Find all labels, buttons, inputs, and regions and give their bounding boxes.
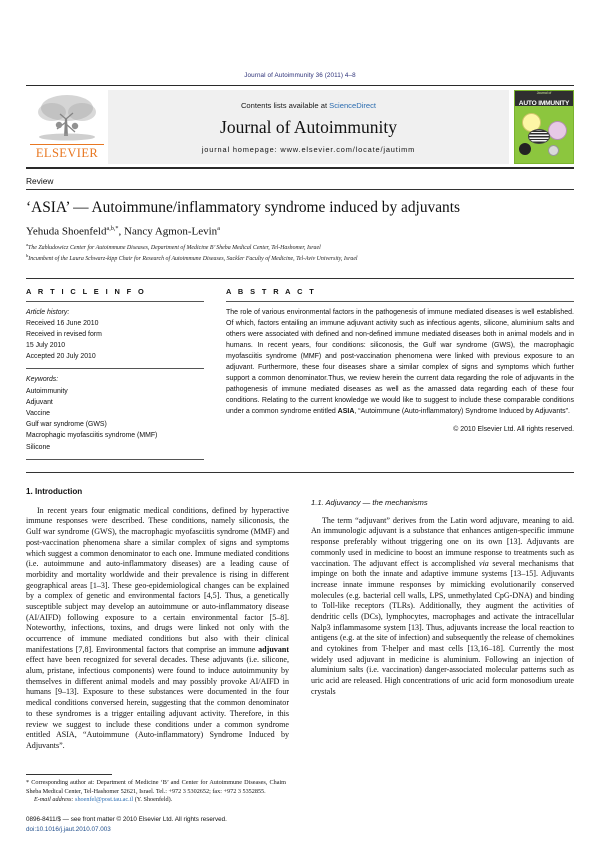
imprint-block [26, 815, 286, 834]
footnote-zone [26, 774, 286, 834]
affiliation-list [26, 242, 574, 264]
article-info-heading: A R T I C L E I N F O [26, 286, 147, 296]
article-info-abstract-block [26, 278, 574, 465]
cover-brand-text: AUTO IMMUNITY [518, 99, 570, 107]
corresponding-author-note [26, 779, 286, 797]
journal-homepage-link[interactable]: journal homepage: www.elsevier.com/locate/jautimm [201, 144, 416, 154]
journal-masthead [26, 85, 574, 169]
keyword-item: Vaccine [26, 410, 51, 418]
abstract-column [226, 287, 574, 465]
keyword-item: Macrophagic myofasciitis syndrome (MMF) [26, 432, 158, 440]
adjuvancy-italic-via: via [479, 558, 489, 568]
journal-title: Journal of Autoimmunity [220, 116, 397, 137]
author-1-affil-marker: a,b,* [106, 225, 119, 233]
article-history-label: Article history: [26, 308, 70, 316]
page-title: ‘ASIA’ — Autoimmune/inflammatory syndrome induced by adjuvants [26, 198, 461, 216]
keyword-item: Adjuvant [26, 398, 53, 406]
corresponding-author-text: * Corresponding author at: Department of Medicine ‘B’ and Center for Autoimmune Diseases, Chaim Sheba Medical Center, Tel-Hashomer 52621, Israel. Tel.: +972 3 5302652; fax: +972 3 5352855. [26, 778, 286, 795]
cover-striped-cell-icon [528, 129, 550, 144]
issn-line: 0896-8411/$ — see front matter © 2010 Elsevier Ltd. All rights reserved. [26, 816, 227, 824]
article-history [26, 307, 204, 363]
elsevier-wordmark: ELSEVIER [30, 144, 104, 161]
footnote-rule [26, 774, 112, 775]
elsevier-tree-icon [32, 92, 102, 142]
email-note [26, 796, 286, 805]
abstract-part-1: The role of various environmental factors in the pathogenesis of immune mediated diseases is well established. Of which, factors entailing an immune adjuvant activity such as infectious agents, silicone, aluminium salts and others were associated with defined and non-defined immune mediated diseases both in animal models and in humans. In recent years, four conditions: siliconosis, the Gulf war syndrome (GWS), the macrophagic myofasciitis syndrome (MMF) and post-vaccination phenomena were linked with previous exposure to an adjuvant. Furthermore, these four diseases share a similar complex of signs and symptoms which further support a common denominator.Thus, we review herein the current data regarding the role of adjuvants in the pathogenesis of immune mediated diseases as well as the amassed data regarding each of these four conditions. Relating to the current knowledge we would like to suggest to include these comparable conditions under a common syndrome entitled [226, 308, 574, 415]
intro-paragraph-part-1 [26, 506, 289, 752]
abstract-acronym: ASIA [337, 407, 355, 415]
heading-adjuvancy: 1.1. Adjuvancy — the mechanisms [311, 497, 428, 507]
article-history-item: Received in revised form [26, 330, 102, 338]
author-2-affil-marker: a [217, 225, 220, 233]
abstract-copyright: © 2010 Elsevier Ltd. All rights reserved. [453, 425, 574, 433]
body-columns [26, 487, 574, 752]
article-history-item: Accepted 20 July 2010 [26, 353, 96, 361]
sciencedirect-link[interactable]: ScienceDirect [329, 100, 377, 110]
adjuvancy-text-a: The term “adjuvant” derives from the Latin word adjuvare, meaning to aid. An immunologic adjuvant is a substance that enhances antigen-specific immune response preferably without triggering one on its own [13]. Adjuvants are commonly used in medicine to boost an immune response to treatments such as vaccination. The adjuvant effect is accomplished [311, 515, 574, 568]
abstract-text [226, 307, 574, 417]
affiliation-a-text: The Zabludowicz Center for Autoimmune Diseases, Department of Medicine B’ Sheba Medical Center, Tel-Hashomer, Israel [28, 244, 321, 251]
keywords-rule-top [26, 368, 204, 369]
author-list [26, 225, 574, 238]
email-suffix: (Y. Shoenfeld). [133, 796, 173, 804]
body-column-left [26, 487, 289, 752]
affiliation-b-marker: b [26, 252, 29, 258]
affiliation-a [26, 242, 574, 253]
heading-introduction: 1. Introduction [26, 486, 83, 496]
article-info-column [26, 287, 204, 465]
email-address-link[interactable]: shoenfel@post.tau.ac.il [75, 796, 134, 804]
author-1: Yehuda Shoenfeld [26, 225, 107, 238]
contents-prefix: Contents lists available at [240, 100, 330, 110]
keywords-block [26, 374, 204, 452]
abstract-bottom-divider [26, 472, 574, 473]
masthead-center [108, 90, 509, 164]
running-head: Journal of Autoimmunity 36 (2011) 4–8 [244, 72, 356, 79]
intro-bold-adjuvant: adjuvant [258, 644, 289, 654]
doi-link[interactable]: doi:10.1016/j.jaut.2010.07.003 [26, 825, 111, 833]
journal-cover-thumbnail [514, 90, 574, 164]
author-2: , Nancy Agmon-Levin [118, 225, 218, 238]
intro-text-b: effect have been recognized for several decades. These adjuvants (i.e. silicone, alum, pristane, infectious components) were found to induce autoimmunity by themselves in different animal models and may possibly provoke AI/AIFD in humans [9–13]. Exposure to these substances were documented in the four medical conditions conversed herein, suggesting that the common denominator to these syndromes is a trigger entailing adjuvant activity. Therefore, in this review we suggest to include these conditions under a common syndrome entitled ASIA, “Autoimmune (Auto-inflammatory) Syndrome Induced by Adjuvants”. [26, 655, 289, 750]
intro-text-a: In recent years four enigmatic medical conditions, defined by hyperactive immune responses were described. These conditions, namely siliconosis, the Gulf war syndrome (GWS), the macrophagic myofasciitis syndrome (MMF) and post-vaccination phenomena share a similar complex of signs and symptoms which suggest a common denominator to each one. Immune mediated conditions (i.e. autoimmune and auto-inflammatory diseases) are a leading cause of morbidity and mortality worldwide and their prevalence is rising in different geographical areas [1–3]. These geo-epidemiological changes can be explained by a complex of genetic and environmental factors [4,5]. Thus, a genetically susceptible subject may develop an autoimmune or auto-inflammatory disease (AI/AIFD) following exposure to a certain environmental factor [5–8]. Noteworthy, infections, toxins, and drugs were linked not only with the occurrence of immune mediated conditions but also with their clinical manifestations [7,8]. Environmental factors that comprise an immune [26, 505, 289, 654]
adjuvancy-text-b: several mechanisms that impinge on both the innate and adaptive immune systems [13–15]. Adjuvants increase innate immune responses by mimicking evolutionarily conserved molecules (e.g. bacterial cell walls, LPS, unmethylated CpG-DNA) and binding to Toll-like receptors (TLRs). Additionally, they augment the activities of dendritic cells (DCs), lymphocytes, macrophages and activate the intracellular Nalp3 inflammasome system [13]. Thus, adjuvants increase the local reaction to antigens (e.g. at the site of infection) and subsequently the release of chemokines and cytokines from T-helper and mast cells [13,16–18]. Currently the most widely used adjuvant in medicine is aluminium. Following an injection of aluminium salts (i.e. vaccination) danger-associated molecular patterns such as uric acid are released. High concentrations of uric acid form monosodium ureate crystals [311, 558, 574, 696]
affiliation-b [26, 253, 574, 264]
email-label: E-mail address: [34, 796, 74, 804]
elsevier-logo [26, 90, 108, 164]
affiliation-a-marker: a [26, 241, 29, 247]
abstract-part-2: , “Autoimmune (Auto-inflammatory) Syndrome Induced by Adjuvants”. [354, 407, 570, 415]
cover-journal-title: Journal of [536, 91, 552, 95]
article-history-item: Received 16 June 2010 [26, 319, 99, 327]
article-history-item: 15 July 2010 [26, 342, 66, 350]
abstract-heading: A B S T R A C T [226, 286, 317, 296]
affiliation-b-text: Incumbent of the Laura Schwarz-kipp Chair for Research of Autoimmune Diseases, Sackler Faculty of Medicine, Tel-Aviv University, Israel [28, 255, 358, 262]
body-column-right [311, 487, 574, 752]
article-info-rule [26, 301, 204, 302]
adjuvancy-paragraph [311, 516, 574, 698]
keyword-item: Autoimmunity [26, 387, 68, 395]
cover-cell-violet-icon [548, 121, 567, 140]
title-divider [26, 189, 574, 190]
contents-list-line [241, 101, 376, 110]
cover-dark-cell-icon [519, 143, 531, 155]
section-type-label: Review [26, 176, 54, 186]
cover-grey-cell-icon [548, 145, 559, 156]
keyword-item: Silicone [26, 443, 51, 451]
keyword-item: Gulf war syndrome (GWS) [26, 421, 107, 429]
keywords-rule-bottom [26, 459, 204, 460]
keywords-label: Keywords: [26, 376, 59, 384]
abstract-rule [226, 301, 574, 302]
